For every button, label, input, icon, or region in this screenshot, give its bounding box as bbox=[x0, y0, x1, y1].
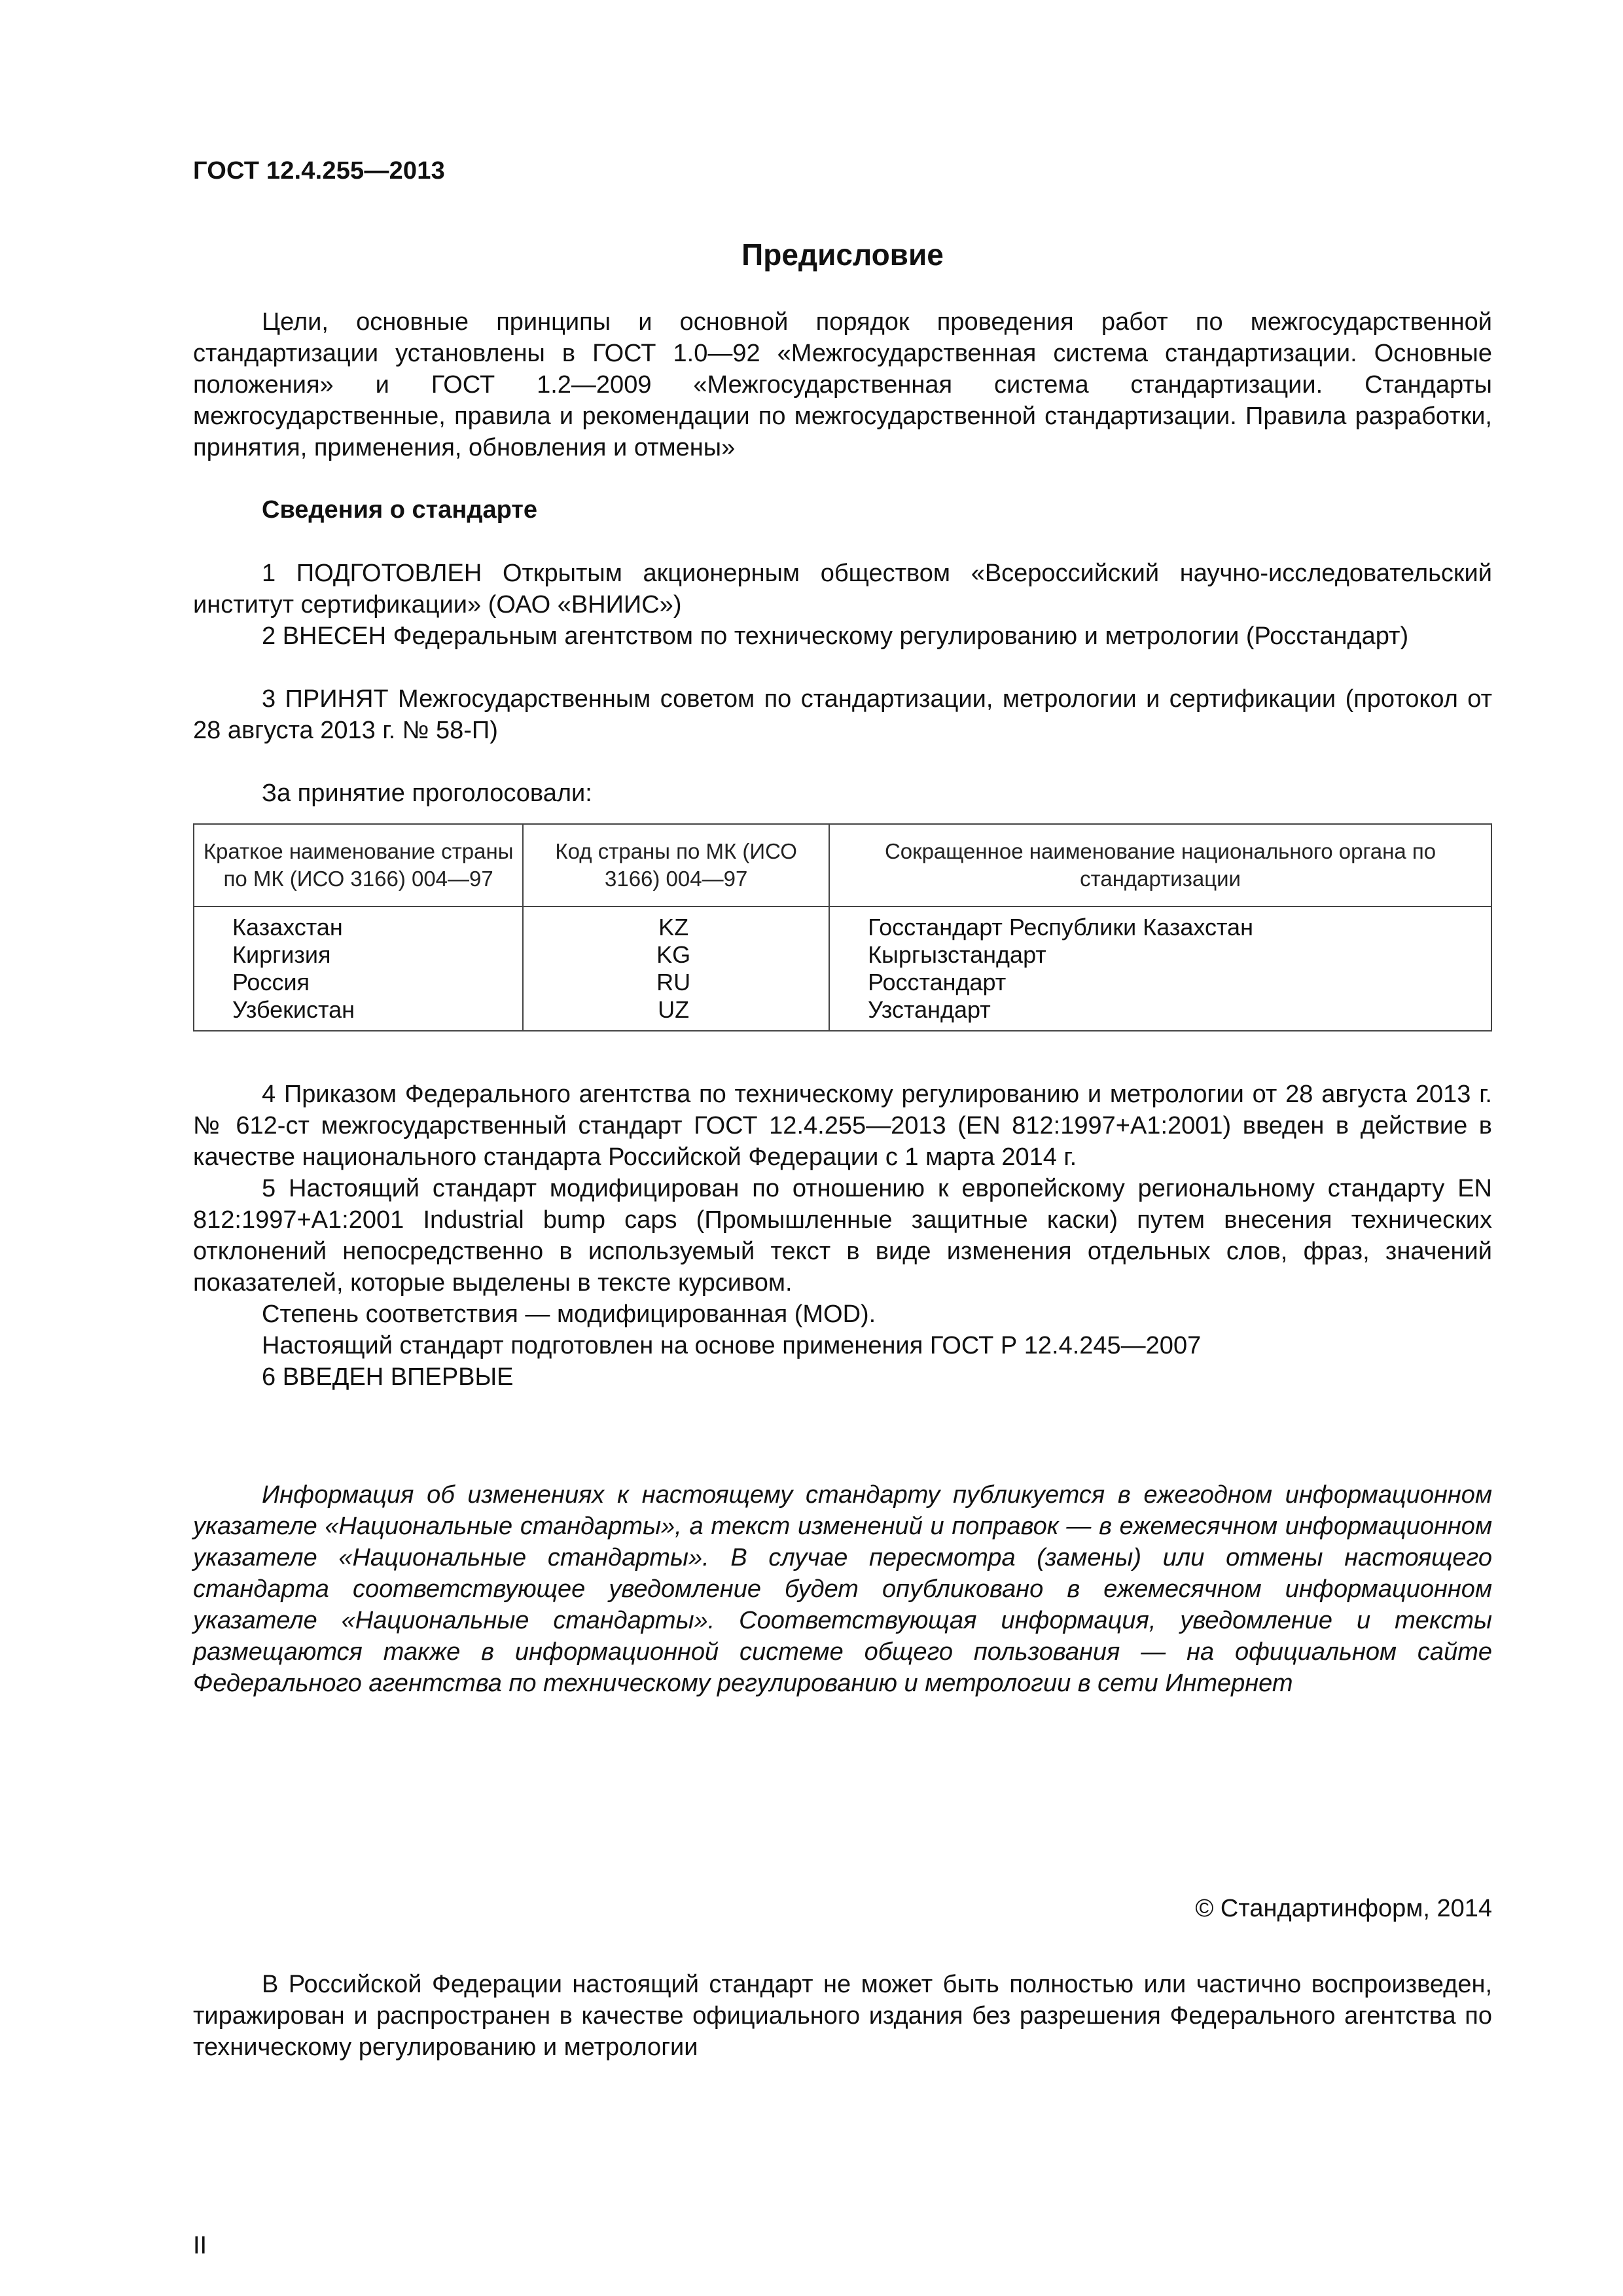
item-3: 3 ПРИНЯТ Межгосударственным советом по стандартизации, метрологии и сертификации (протокол от 28 августа 2013 г. № 58-П) bbox=[193, 685, 1492, 744]
item-4: 4 Приказом Федерального агентства по техническому регулированию и метрологии от 28 августа 2013 г. № 612-ст межгосударственный стандарт ГОСТ 12.4.255—2013 (EN 812:1997+A1:2001) введен в действие в качестве национального стандарта Российской Федерации с 1 марта 2014 г. bbox=[193, 1081, 1492, 1171]
voting-table bbox=[193, 823, 1492, 1031]
header-code: Код страны по МК (ИСО 3166) 004—97 bbox=[523, 824, 829, 906]
table-cell: Киргизия bbox=[232, 941, 331, 968]
header-body: Сокращенное наименование национального органа по стандартизации bbox=[829, 824, 1491, 906]
item-6: 6 ВВЕДЕН ВПЕРВЫЕ bbox=[262, 1363, 514, 1391]
table-cell: Казахстан bbox=[232, 914, 343, 941]
item-1: 1 ПОДГОТОВЛЕН Открытым акционерным обществом «Всероссийский научно-исследовательский институт сертификации» (ОАО «ВНИИС») bbox=[193, 560, 1492, 619]
table-cell: KG bbox=[656, 941, 691, 968]
rights-notice: В Российской Федерации настоящий стандарт не может быть полностью или частично воспроизведен, тиражирован и распространен в качестве официального издания без разрешения Федерального агентства по техническому регулированию и метрологии bbox=[193, 1971, 1492, 2061]
item-2: 2 ВНЕСЕН Федеральным агентством по техническому регулированию и метрологии (Росстандарт) bbox=[262, 622, 1409, 650]
item-5: 5 Настоящий стандарт модифицирован по отношению к европейскому региональному стандарту EN 812:1997+A1:2001 Industrial bump caps (Промышленные защитные каски) путем внесения технических отклонений непосредственно в используемый текст в виде изменения отдельных слов, фраз, значений показателей, которые выделены в тексте курсивом. bbox=[193, 1175, 1492, 1297]
table-cell: Россия bbox=[232, 969, 310, 996]
table-cell: Кыргызстандарт bbox=[868, 941, 1046, 968]
table-cell: UZ bbox=[658, 996, 690, 1023]
basis-statement: Настоящий стандарт подготовлен на основе применения ГОСТ Р 12.4.245—2007 bbox=[262, 1332, 1202, 1359]
header-country: Краткое наименование страны по МК (ИСО 3166) 004—97 bbox=[194, 824, 523, 906]
table-cell: Госстандарт Республики Казахстан bbox=[868, 914, 1253, 941]
body-column bbox=[829, 906, 1491, 1031]
page-title: Предисловие bbox=[741, 238, 944, 272]
table-cell: RU bbox=[656, 969, 691, 996]
vote-intro: За принятие проголосовали: bbox=[262, 780, 592, 807]
info-notice: Информация об изменениях к настоящему стандарту публикуется в ежегодном информационном указателе «Национальные стандарты», а текст изменений и поправок — в ежемесячном информационном указателе «Национальные стандарты». В случае пересмотра (замены) или отмены настоящего стандарта соответствующее уведомление будет опубликовано в ежемесячном информационном указателе «Национальные стандарты». Соответствующая информация, уведомление и тексты размещаются также в информационной системе общего пользования — на официальном сайте Федерального агентства по техническому регулированию и метрологии в сети Интернет bbox=[193, 1481, 1492, 1697]
copyright: © Стандартинформ, 2014 bbox=[1195, 1895, 1492, 1922]
table-header-row bbox=[194, 824, 1491, 906]
table-cell: Росстандарт bbox=[868, 969, 1007, 996]
table-cell: Узбекистан bbox=[232, 996, 355, 1023]
section-heading: Сведения о стандарте bbox=[262, 496, 538, 524]
code-column bbox=[523, 906, 829, 1031]
table-body bbox=[194, 906, 1491, 1031]
country-column bbox=[194, 906, 523, 1031]
intro-paragraph: Цели, основные принципы и основной порядок проведения работ по межгосударственной стандартизации установлены в ГОСТ 1.0—92 «Межгосударственная система стандартизации. Основные положения» и ГОСТ 1.2—2009 «Межгосударственная система стандартизации. Стандарты межгосударственные, правила и рекомендации по межгосударственной стандартизации. Правила разработки, принятия, применения, обновления и отмены» bbox=[193, 308, 1492, 461]
table-cell: KZ bbox=[658, 914, 689, 941]
page-number: II bbox=[193, 2232, 207, 2259]
table-cell: Узстандарт bbox=[868, 996, 991, 1023]
degree-of-compliance: Степень соответствия — модифицированная (MOD). bbox=[262, 1300, 876, 1328]
document-code: ГОСТ 12.4.255—2013 bbox=[193, 157, 445, 185]
